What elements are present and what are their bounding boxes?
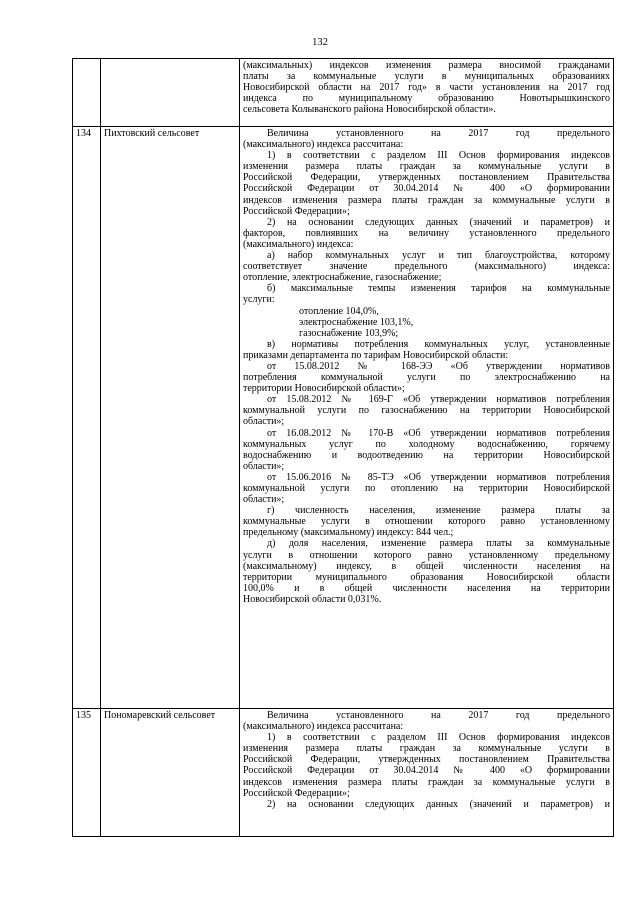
text-line: области»; — [243, 494, 285, 506]
table-row — [73, 709, 614, 837]
row-text — [240, 59, 614, 127]
text-line: услуги: — [243, 294, 275, 306]
row-number: 135 — [73, 709, 101, 837]
text-line: области»; — [243, 460, 285, 472]
text-line: коммунальной услуги по газоснабжению на территории Новосибирской — [243, 405, 610, 417]
text-line: 1) в соответствии с разделом III Основ формирования индексов — [267, 732, 610, 744]
text-line: (максимальному) индексу, в общей численности населения на — [243, 560, 610, 572]
text-line: изменения размера платы граждан за коммунальные услуги в — [243, 743, 610, 755]
text-line: индексов изменения размера платы граждан за коммунальные услуги в — [243, 776, 610, 788]
text-line: коммунальной услуги по отоплению на территории Новосибирской — [243, 483, 610, 494]
text-line: области»; — [243, 416, 285, 428]
text-line: коммунальные услуги в отношении которого равно установленному — [243, 516, 610, 528]
text-line: (максимального) индекса: — [243, 238, 354, 250]
text-line: изменения размера платы граждан за коммунальные услуги в — [243, 161, 610, 173]
text-line: 1) в соответствии с разделом III Основ формирования индексов — [267, 150, 610, 162]
text-line: газоснабжение 103,9%; — [299, 327, 399, 339]
text-line: Величина установленного на 2017 год предельного — [267, 128, 610, 139]
text-line: отопление 104,0%, — [299, 305, 379, 317]
text-line: Новосибирской области на 2017 год» в части установления на 2017 год — [243, 82, 610, 94]
row-number: 134 — [73, 127, 101, 709]
table-row — [73, 127, 614, 709]
text-line: соответствует значение предельного (максимального) индекса: — [243, 261, 610, 273]
municipality-name: Пихтовский сельсовет — [101, 127, 240, 709]
text-line: от 16.08.2012 № 170-В «Об утверждении нормативов потребления — [267, 427, 610, 439]
text-line: 100,0% и в общей численности населения на территории — [243, 582, 610, 594]
text-line: факторов, повлиявших на величину установленного предельного — [243, 227, 610, 239]
text-line: Российской Федерации, утвержденных постановлением Правительства — [243, 172, 610, 184]
text-line: от 15.08.2012 № 168-ЭЭ «Об утверждении нормативов — [267, 360, 610, 372]
page-number: 132 — [312, 37, 328, 48]
text-line: коммунальных услуг по холодному водоснабжению, горячему — [243, 438, 610, 450]
text-line: индекса по муниципальному образованию Новотырышкинского — [243, 93, 610, 105]
text-line: сельсовета Колыванского района Новосибирской области». — [243, 104, 496, 116]
text-line: 2) на основании следующих данных (значений и параметров) и — [267, 798, 610, 810]
text-line: Российской Федерации от 30.04.2014 № 400 «О формировании — [243, 765, 610, 777]
text-line: б) максимальные темпы изменения тарифов на коммунальные — [267, 283, 610, 295]
municipality-name — [101, 59, 240, 127]
text-line: (максимального) индекса рассчитана: — [243, 721, 404, 733]
text-line: водоснабжению и водоотведению на территории Новосибирской — [243, 449, 610, 461]
text-line: (максимальных) индексов изменения размера вносимой гражданами — [243, 60, 610, 71]
text-line: от 15.08.2012 № 169-Г «Об утверждении нормативов потребления — [267, 394, 610, 406]
text-line: услуги в отношении которого равно установленному предельному — [243, 549, 610, 561]
text-line: г) численность населения, изменение размера платы за — [267, 505, 610, 517]
text-line: платы за коммунальные услуги в муниципальных образованиях — [243, 71, 610, 83]
text-line: от 15.06.2016 № 85-ТЭ «Об утверждении нормативов потребления — [267, 471, 610, 483]
row-text — [240, 127, 614, 709]
row-number — [73, 59, 101, 127]
text-line: территории Новосибирской области»; — [243, 383, 405, 395]
text-line: Новосибирской области 0,031%. — [243, 593, 382, 605]
municipality-name: Пономаревский сельсовет — [101, 709, 240, 837]
text-line: в) нормативы потребления коммунальных услуг, установленные — [267, 338, 610, 350]
text-line: территории муниципального образования Новосибирской области — [243, 571, 610, 583]
text-line: (максимального) индекса рассчитана: — [243, 139, 404, 151]
text-line: предельному (максимальному) индексу: 844 чел.; — [243, 527, 454, 539]
text-line: Российской Федерации»; — [243, 205, 350, 217]
text-line: а) набор коммунальных услуг и тип благоустройства, которому — [267, 250, 610, 262]
text-line: потребления коммунальной услуги по электроснабжению на — [243, 372, 610, 384]
text-line: Российской Федерации от 30.04.2014 № 400 «О формировании — [243, 183, 610, 195]
text-line: 2) на основании следующих данных (значений и параметров) и — [267, 216, 610, 228]
text-line: электроснабжение 103,1%, — [299, 316, 414, 328]
text-line: отопление, электроснабжение, газоснабжение; — [243, 272, 442, 284]
text-line: Российской Федерации, утвержденных постановлением Правительства — [243, 754, 610, 766]
text-line: приказами департамента по тарифам Новосибирской области: — [243, 349, 509, 361]
text-line: индексов изменения размера платы граждан за коммунальные услуги в — [243, 194, 610, 206]
text-line: д) доля населения, изменение размера платы за коммунальные — [267, 538, 610, 550]
row-text — [240, 709, 614, 837]
table-row — [73, 59, 614, 127]
text-line: Величина установленного на 2017 год предельного — [267, 710, 610, 721]
document-table — [72, 58, 614, 837]
text-line: Российской Федерации»; — [243, 787, 350, 799]
